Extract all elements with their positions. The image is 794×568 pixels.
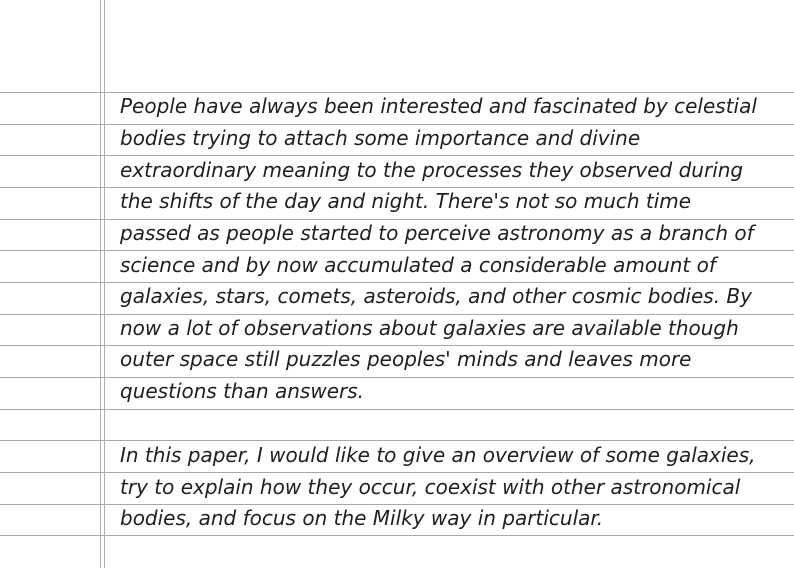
ruled-line — [0, 377, 794, 378]
ruled-line — [0, 440, 794, 441]
ruled-line — [0, 472, 794, 473]
text-line: bodies trying to attach some importance and divine — [120, 126, 641, 150]
text-line: outer space still puzzles peoples' minds and leaves more — [120, 347, 692, 371]
ruled-line — [0, 155, 794, 156]
margin-line-left — [100, 0, 101, 568]
ruled-line — [0, 124, 794, 125]
ruled-line — [0, 250, 794, 251]
text-line: extraordinary meaning to the processes they observed during — [120, 158, 744, 182]
text-line: passed as people started to perceive astronomy as a branch of — [120, 221, 754, 245]
text-line: In this paper, I would like to give an overview of some galaxies, — [120, 443, 756, 467]
text-line: galaxies, stars, comets, asteroids, and other cosmic bodies. By — [120, 284, 752, 308]
text-line: try to explain how they occur, coexist with other astronomical — [120, 475, 741, 499]
ruled-line — [0, 92, 794, 93]
text-line: People have always been interested and fascinated by celestial — [120, 94, 757, 118]
text-line: questions than answers. — [120, 379, 365, 403]
text-line: bodies, and focus on the Milky way in particular. — [120, 506, 604, 530]
ruled-line — [0, 219, 794, 220]
text-line: now a lot of observations about galaxies are available though — [120, 316, 739, 340]
text-line: science and by now accumulated a considerable amount of — [120, 253, 716, 277]
text-line: the shifts of the day and night. There's not so much time — [120, 189, 692, 213]
ruled-line — [0, 314, 794, 315]
ruled-line — [0, 345, 794, 346]
ruled-line — [0, 409, 794, 410]
ruled-line — [0, 504, 794, 505]
ruled-line — [0, 535, 794, 536]
ruled-line — [0, 282, 794, 283]
ruled-line — [0, 187, 794, 188]
margin-line-right — [104, 0, 105, 568]
